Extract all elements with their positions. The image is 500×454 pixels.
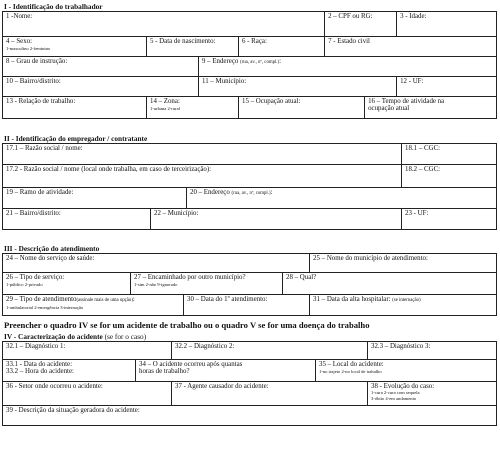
section-3-table	[2, 253, 497, 316]
case-evolution-options-2: 3-óbito 4-em andamento	[371, 395, 417, 401]
work-relation-field[interactable]: 13 - Relação de trabalho:	[3, 97, 147, 119]
diagnosis-3-field[interactable]: 32.3 – Diagnóstico 3:	[368, 342, 497, 360]
hours-worked-field[interactable]: 34 – O acidente ocorreu após quantas horas de trabalho?	[136, 360, 316, 382]
municipality-field[interactable]: 11 – Município:	[199, 77, 397, 97]
address-field[interactable]: 9 – Endereço (rua, av., nº, compl.):	[199, 57, 497, 77]
zone-options: 1-urbana 2-rural	[150, 106, 180, 112]
referred-field[interactable]: 27 – Encaminhado por outro município? 1-sim 2-não 9-ignorado	[131, 273, 283, 295]
cgc-1-field[interactable]: 18.1 – CGC:	[402, 144, 497, 165]
referred-options: 1-sim 2-não 9-ignorado	[134, 282, 178, 288]
which-field[interactable]: 28 – Qual?	[283, 273, 497, 295]
birth-date-field[interactable]: 5 - Data de nascimento:	[147, 37, 239, 57]
case-evolution-field[interactable]: 38 - Evolução do caso: 1-cura 2-cura com sequela 3-óbito 4-em andamento	[368, 382, 497, 406]
employer-district-field[interactable]: 21 – Bairro/distrito:	[3, 209, 151, 230]
service-type-options: 1-público 2-privado	[6, 282, 43, 288]
age-field[interactable]: 3 - Idade:	[397, 12, 497, 37]
employer-address-field[interactable]: 20 – Endereço (rua, av., nº, compl.):	[187, 188, 497, 209]
cpf-rg-field[interactable]: 2 – CPF ou RG:	[325, 12, 397, 37]
race-field[interactable]: 6 - Raça:	[239, 37, 325, 57]
uf-field[interactable]: 12 - UF:	[397, 77, 497, 97]
discharge-date-field[interactable]: 31 – Data da alta hospitalar: (se internação)	[310, 295, 497, 316]
case-evolution-options-1: 1-cura 2-cura com sequela	[371, 390, 420, 396]
education-field[interactable]: 8 – Grau de instrução:	[3, 57, 199, 77]
instruction-text: Preencher o quadro IV se for um acidente de trabalho ou o quadro V se for uma doença do trabalho	[4, 320, 370, 330]
district-field[interactable]: 10 – Bairro/distrito:	[3, 77, 199, 97]
zone-field[interactable]: 14 – Zona: 1-urbana 2-rural	[147, 97, 239, 119]
sex-options: 1-masculino 2-feminino	[6, 46, 51, 52]
diagnosis-2-field[interactable]: 32.2 – Diagnóstico 2:	[172, 342, 368, 360]
service-municipality-field[interactable]: 25 – Nome do município de atendimento:	[310, 254, 497, 273]
care-type-field[interactable]: 29 – Tipo de atendimento(assinale mais de uma opção): 1-ambulatorial 2-emergência 3-internação	[3, 295, 184, 316]
care-type-options: 1-ambulatorial 2-emergência 3-internação	[6, 305, 84, 311]
accident-location-field[interactable]: 35 – Local do acidente: 1-no trajeto 2-no local de trabalho	[316, 360, 497, 382]
marital-status-field[interactable]: 7 - Estado civil	[325, 37, 497, 57]
activity-time-field[interactable]: 16 – Tempo de atividade na ocupação atual	[365, 97, 497, 119]
name-field[interactable]: 1 -Nome:	[3, 12, 325, 37]
section-1-title: I - Identificação do trabalhador	[4, 2, 103, 11]
sex-field[interactable]: 4 – Sexo: 1-masculino 2-feminino	[3, 37, 147, 57]
company-name-field[interactable]: 17.1 – Razão social / nome:	[3, 144, 402, 165]
accident-location-options: 1-no trajeto 2-no local de trabalho	[319, 369, 382, 375]
health-service-name-field[interactable]: 24 – Nome do serviço de saúde:	[3, 254, 310, 273]
service-type-field[interactable]: 26 – Tipo de serviço: 1-público 2-privado	[3, 273, 131, 295]
section-4-title: IV - Caracterização do acidente (se for o caso)	[4, 332, 147, 341]
cgc-2-field[interactable]: 18.2 – CGC:	[402, 165, 497, 188]
section-3-title: III - Descrição do atendimento	[4, 244, 100, 253]
section-2-title: II - Identificação do empregador / contratante	[4, 134, 148, 143]
section-2-table	[2, 143, 497, 230]
accident-description-field[interactable]: 39 - Descrição da situação geradora do acidente:	[3, 406, 497, 426]
current-occupation-field[interactable]: 15 – Ocupação atual:	[239, 97, 365, 119]
causal-agent-field[interactable]: 37 - Agente causador do acidente:	[172, 382, 368, 406]
employer-uf-field[interactable]: 23 - UF:	[402, 209, 497, 230]
accident-date-time-field[interactable]: 33.1 - Data do acidente: 33.2 – Hora do acidente:	[3, 360, 136, 382]
outsourced-company-name-field[interactable]: 17.2 - Razão social / nome (local onde trabalha, em caso de terceirização):	[3, 165, 402, 188]
accident-sector-field[interactable]: 36 - Setor onde ocorreu o acidente:	[3, 382, 172, 406]
diagnosis-1-field[interactable]: 32.1 – Diagnóstico 1:	[3, 342, 172, 360]
first-care-date-field[interactable]: 30 – Data do 1º atendimento:	[184, 295, 310, 316]
section-4-table	[2, 341, 497, 426]
business-branch-field[interactable]: 19 – Ramo de atividade:	[3, 188, 187, 209]
section-1-table	[2, 11, 497, 119]
employer-municipality-field[interactable]: 22 – Município:	[151, 209, 402, 230]
